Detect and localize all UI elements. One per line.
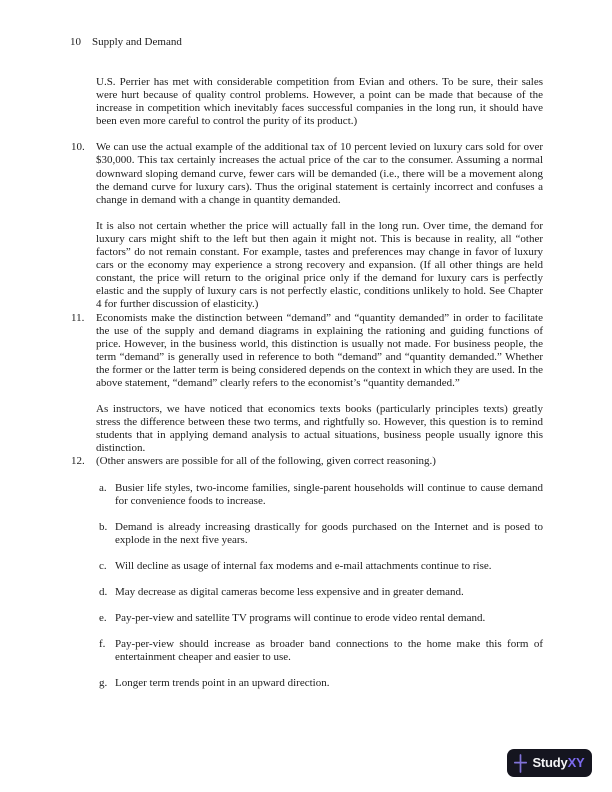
- item-10-paragraph-1: We can use the actual example of the additional tax of 10 percent levied on luxury cars sold for over $30,000. This tax certainly increases the actual price of the car to the consumer. Assuming a normal downward sloping demand curve, fewer cars will be demanded (i.e., there will be a movement along the demand curve for luxury cars). Thus the original statement is certainly incorrect and confuses a change in demand with a change in quantity demanded.: [96, 141, 543, 206]
- item-10-number: 10.: [71, 141, 85, 154]
- sub-item-c: [99, 560, 543, 573]
- item-12-paragraph-1: (Other answers are possible for all of the following, given correct reasoning.): [96, 455, 436, 468]
- sub-item-d-letter: d.: [99, 586, 108, 598]
- sub-item-c-text: Will decline as usage of internal fax modems and e-mail attachments continue to rise.: [115, 559, 492, 572]
- sub-item-e-letter: e.: [99, 612, 107, 625]
- sub-item-d-text: May decrease as digital cameras become less expensive and in greater demand.: [115, 586, 464, 598]
- sub-item-e-text: Pay-per-view and satellite TV programs will continue to erode video rental demand.: [115, 612, 486, 625]
- continuation-paragraph: U.S. Perrier has met with considerable competition from Evian and others. To be sure, their sales were hurt because of quality control problems. However, a point can be made that because of the increase in competition which inevitably faces successful companies in the long run, it should have been even more careful to control the purity of its product.): [96, 76, 543, 128]
- item-11-body: [96, 312, 543, 456]
- item-12-number: 12.: [71, 455, 85, 468]
- logo-suffix: XY: [567, 755, 585, 771]
- sub-item-d: [99, 586, 543, 599]
- sub-item-a: [99, 482, 543, 508]
- page-content: [71, 76, 543, 690]
- plus-axes-icon: [514, 754, 527, 773]
- page-header: [70, 36, 182, 49]
- item-11-number: 11.: [71, 311, 85, 324]
- sub-item-b-text: Demand is already increasing drastically for goods purchased on the Internet and is posed to explode in the next five years.: [115, 520, 543, 546]
- sub-item-c-letter: c.: [99, 559, 107, 572]
- item-11: [71, 312, 543, 456]
- item-10-paragraph-2: It is also not certain whether the price will actually fall in the long run. Over time, the demand for luxury cars might shift to the left but then again it might not. This is because in reality, all “other factors” do not remain constant. For example, tastes and preferences may change in favor of luxury cars or the economy may experience a strong recovery and expansion. (If all other things are held constant, the price will return to the original price only if the demand for luxury cars is perfectly elastic and the supply of luxury cars is not perfectly elastic, conditions unlikely to hold. See Chapter 4 for further discussion of elasticity.): [96, 219, 543, 311]
- sub-item-b: [99, 521, 543, 547]
- chapter-title: Supply and Demand: [92, 36, 182, 48]
- sub-item-a-letter: a.: [99, 481, 107, 494]
- page-number: 10: [70, 36, 81, 48]
- sub-item-g: [99, 677, 543, 690]
- item-10-body: [96, 141, 543, 311]
- item-12: [71, 455, 543, 690]
- sub-item-g-letter: g.: [99, 677, 108, 690]
- sub-item-b-letter: b.: [99, 520, 108, 533]
- sub-item-f-text: Pay-per-view should increase as broader band connections to the home make this form of entertainment cheaper and easier to use.: [115, 638, 543, 664]
- item-11-paragraph-2: As instructors, we have noticed that economics texts books (particularly principles texts) greatly stress the difference between these two terms, and rightfully so. However, this question is to remind students that in applying demand analysis to actual situations, business people usually ignore this distinction.: [96, 403, 543, 455]
- item-12-body: [96, 455, 543, 690]
- studyxy-logo-text: [532, 756, 584, 769]
- sub-item-f: [99, 638, 543, 664]
- item-11-paragraph-1: Economists make the distinction between “demand” and “quantity demanded” in order to facilitate the use of the supply and demand diagrams in explaining the rationing and guiding functions of price. However, in the business world, this distinction is usually not made. For business people, the term “demand” is generally used in reference to both “demand” and “quantity demanded.” Whether the former or the latter term is being considered depends on the context in which they are used. In the above statement, “demand” clearly refers to the economist’s “quantity demanded.”: [96, 311, 543, 389]
- sub-item-f-letter: f.: [99, 638, 106, 651]
- item-10: [71, 141, 543, 311]
- sub-item-e: [99, 612, 543, 625]
- logo-prefix: Study: [532, 755, 568, 771]
- studyxy-logo-badge: [507, 749, 592, 777]
- sub-item-g-text: Longer term trends point in an upward direction.: [115, 677, 330, 690]
- sub-item-a-text: Busier life styles, two-income families, single-parent households will continue to cause demand for convenience foods to increase.: [115, 481, 543, 507]
